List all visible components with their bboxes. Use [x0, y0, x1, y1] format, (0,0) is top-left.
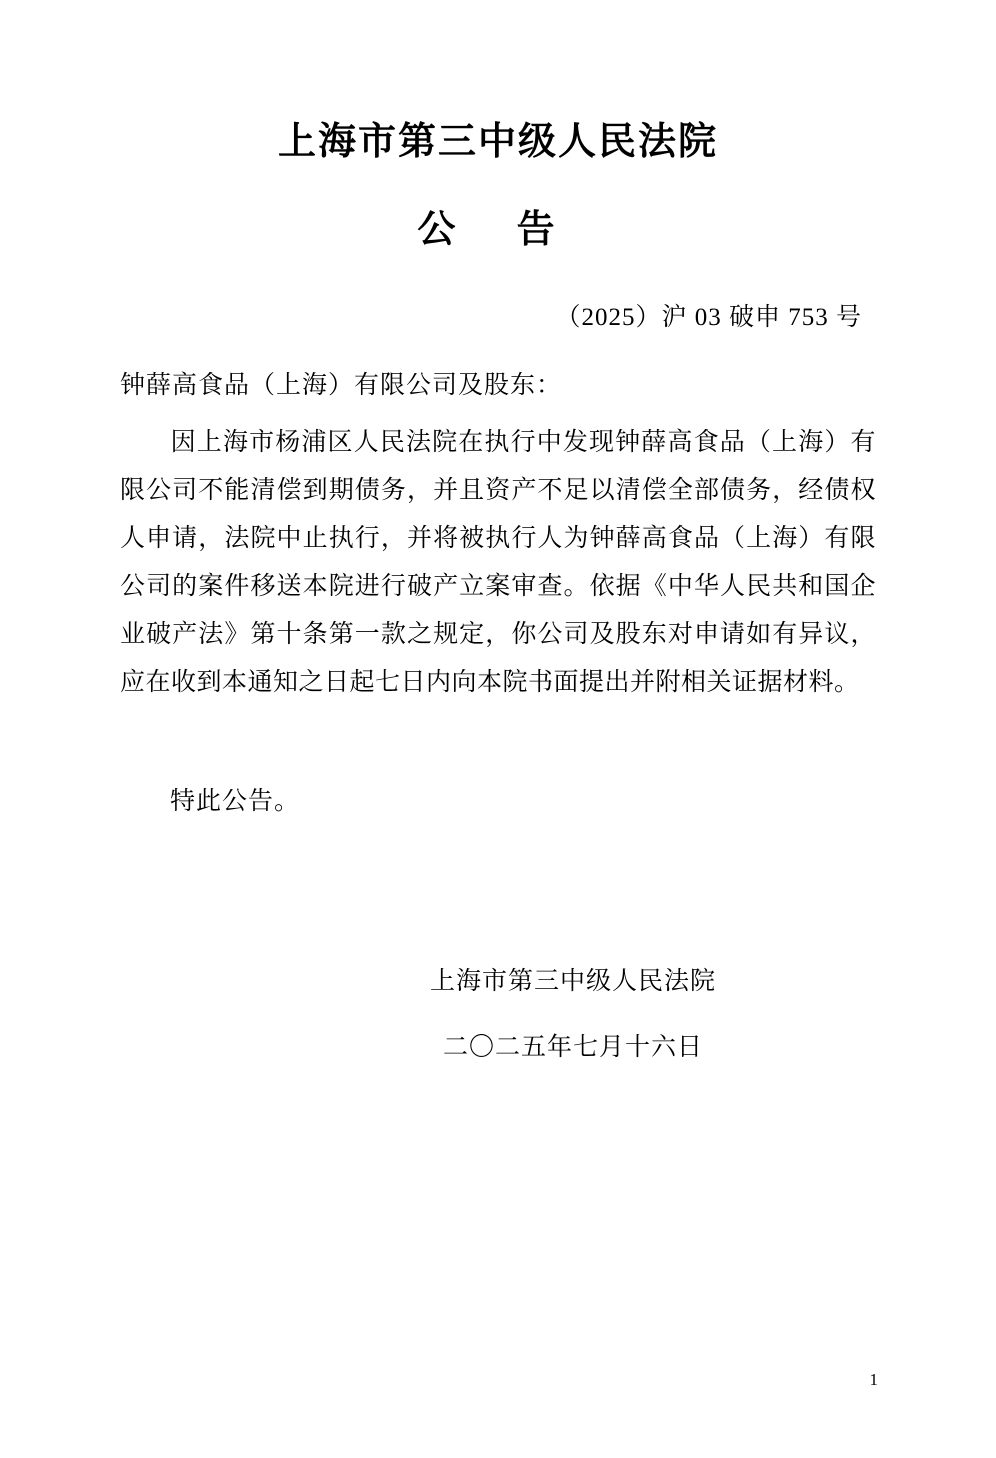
addressee-line: 钟薛高食品（上海）有限公司及股东：: [120, 372, 563, 400]
page-number: 1: [869, 1370, 878, 1389]
signature-organization: 上海市第三中级人民法院: [429, 968, 716, 996]
signature-block: [120, 967, 876, 1063]
document-type-heading: 公 告: [417, 205, 579, 251]
case-number: （2025）沪 03 破申 753 号: [555, 304, 862, 332]
court-title: 上海市第三中级人民法院: [277, 118, 718, 163]
body-paragraph-text: 因上海市杨浦区人民法院在执行中发现钟薛高食品（上海）有限公司不能清偿到期债务，并且资产不足以清偿全部债务，经债权人申请，法院中止执行，并将被执行人为钟薛高食品（上海）有限公司的案件移送本院进行破产立案审查。依据《中华人民共和国企业破产法》第十条第一款之规定，你公司及股东对申请如有异议，应在收到本通知之日起七日内向本院书面提出并附相关证据材料。: [120, 429, 876, 697]
body-paragraph: [120, 419, 876, 707]
closing-line: 特此公告。: [170, 788, 301, 816]
signature-date: 二〇二五年七月十六日: [442, 1034, 703, 1062]
document-page: [0, 118, 996, 1458]
